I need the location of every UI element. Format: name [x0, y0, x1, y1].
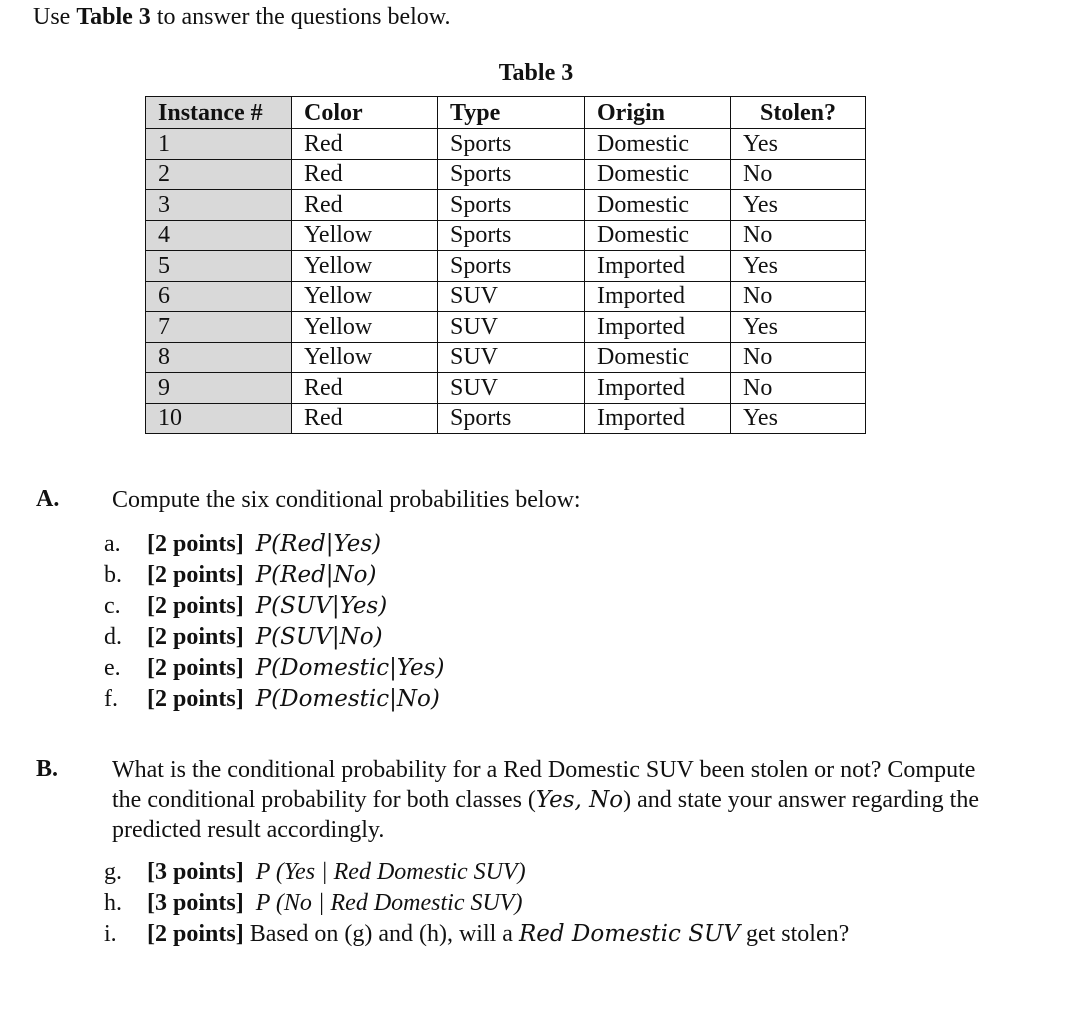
cell-stolen: Yes [731, 251, 866, 282]
section-a-text: Compute the six conditional probabilities below: [112, 487, 581, 513]
cell-instance: 9 [146, 373, 292, 404]
intro-text: Use Table 3 to answer the questions below. [33, 4, 451, 30]
item-letter: h. [104, 890, 122, 916]
table-row [146, 159, 866, 190]
item-points: [2 points] [147, 562, 244, 588]
item-points: [2 points] [147, 686, 244, 712]
cell-origin: Imported [585, 312, 731, 343]
list-item [104, 857, 1004, 888]
cell-color: Red [292, 373, 438, 404]
item-letter: e. [104, 655, 121, 681]
table-row [146, 281, 866, 312]
cell-color: Yellow [292, 220, 438, 251]
item-letter: g. [104, 859, 122, 885]
header-type: Type [438, 97, 585, 129]
list-item [104, 560, 804, 591]
section-a-list [104, 529, 804, 715]
cell-origin: Imported [585, 251, 731, 282]
cell-color: Red [292, 403, 438, 434]
cell-color: Red [292, 129, 438, 160]
table-row [146, 190, 866, 221]
cell-stolen: No [731, 159, 866, 190]
list-item [104, 653, 804, 684]
item-expression: P(Domestic|No) [255, 686, 440, 712]
cell-stolen: No [731, 373, 866, 404]
header-instance: Instance # [146, 97, 292, 129]
table-row [146, 373, 866, 404]
cell-color: Yellow [292, 251, 438, 282]
cell-instance: 5 [146, 251, 292, 282]
item-letter: d. [104, 624, 122, 650]
item-letter: f. [104, 686, 118, 712]
list-item [104, 622, 804, 653]
item-points: [3 points] [147, 859, 244, 885]
item-expression: P (No | Red Domestic SUV) [255, 890, 523, 916]
item-letter: c. [104, 593, 121, 619]
cell-origin: Domestic [585, 220, 731, 251]
list-item [104, 888, 1004, 919]
cell-stolen: No [731, 220, 866, 251]
list-item: i. [2 points] Based on (g) and (h), will a Red Domestic SUV get stolen? [104, 919, 1004, 950]
cell-type: SUV [438, 281, 585, 312]
cell-stolen: No [731, 281, 866, 312]
cell-type: Sports [438, 251, 585, 282]
item-expression: P(Red|No) [255, 562, 377, 588]
section-b-text [112, 755, 1072, 845]
item-points: [2 points] [147, 531, 244, 557]
cell-stolen: Yes [731, 312, 866, 343]
table-row [146, 220, 866, 251]
class-labels-math: Yes, No [535, 787, 624, 813]
item-points: [2 points] [147, 921, 244, 947]
header-color: Color [292, 97, 438, 129]
table-row [146, 129, 866, 160]
cell-stolen: Yes [731, 129, 866, 160]
table-row [146, 342, 866, 373]
cell-type: Sports [438, 129, 585, 160]
cell-origin: Domestic [585, 159, 731, 190]
cell-type: Sports [438, 159, 585, 190]
cell-instance: 8 [146, 342, 292, 373]
cell-origin: Imported [585, 403, 731, 434]
cell-instance: 6 [146, 281, 292, 312]
cell-type: Sports [438, 403, 585, 434]
data-table [145, 96, 866, 434]
section-b-line2: the conditional probability for both classes (Yes, No) and state your answer regarding the [112, 787, 979, 813]
item-points: [3 points] [147, 890, 244, 916]
cell-instance: 1 [146, 129, 292, 160]
item-expression: P (Yes | Red Domestic SUV) [255, 859, 526, 885]
cell-color: Yellow [292, 312, 438, 343]
list-item [104, 591, 804, 622]
cell-origin: Domestic [585, 129, 731, 160]
header-stolen: Stolen? [731, 97, 866, 129]
item-expression: P(Domestic|Yes) [255, 655, 445, 681]
cell-type: Sports [438, 190, 585, 221]
cell-instance: 4 [146, 220, 292, 251]
item-expression: P(SUV|Yes) [255, 593, 388, 619]
cell-stolen: Yes [731, 190, 866, 221]
item-expression: P(Red|Yes) [255, 531, 382, 557]
item-letter: b. [104, 562, 122, 588]
cell-color: Red [292, 159, 438, 190]
table-header-row [146, 97, 866, 129]
cell-instance: 3 [146, 190, 292, 221]
cell-origin: Imported [585, 281, 731, 312]
header-origin: Origin [585, 97, 731, 129]
cell-color: Yellow [292, 342, 438, 373]
item-letter: a. [104, 531, 121, 557]
item-expression: P(SUV|No) [255, 624, 383, 650]
cell-instance: 7 [146, 312, 292, 343]
intro-bold-table-ref: Table 3 [76, 4, 151, 30]
cell-type: SUV [438, 312, 585, 343]
table-row [146, 403, 866, 434]
item-points: [2 points] [147, 624, 244, 650]
item-letter: i. [104, 921, 117, 947]
cell-instance: 10 [146, 403, 292, 434]
table-row [146, 251, 866, 282]
item-points: [2 points] [147, 593, 244, 619]
table-row [146, 312, 866, 343]
cell-stolen: Yes [731, 403, 866, 434]
section-a-label: A. [36, 486, 60, 512]
cell-type: Sports [438, 220, 585, 251]
section-b-line3: predicted result accordingly. [112, 817, 385, 843]
section-b-list [104, 857, 1004, 950]
table-caption: Table 3 [498, 60, 574, 86]
cell-instance: 2 [146, 159, 292, 190]
cell-color: Red [292, 190, 438, 221]
section-b-line1: What is the conditional probability for a Red Domestic SUV been stolen or not? Compute [112, 757, 976, 783]
list-item [104, 684, 804, 715]
item-expression: Red Domestic SUV [518, 921, 740, 947]
cell-origin: Imported [585, 373, 731, 404]
cell-type: SUV [438, 342, 585, 373]
cell-type: SUV [438, 373, 585, 404]
item-points: [2 points] [147, 655, 244, 681]
list-item [104, 529, 804, 560]
cell-origin: Domestic [585, 342, 731, 373]
section-b-label: B. [36, 756, 59, 782]
cell-stolen: No [731, 342, 866, 373]
cell-color: Yellow [292, 281, 438, 312]
cell-origin: Domestic [585, 190, 731, 221]
